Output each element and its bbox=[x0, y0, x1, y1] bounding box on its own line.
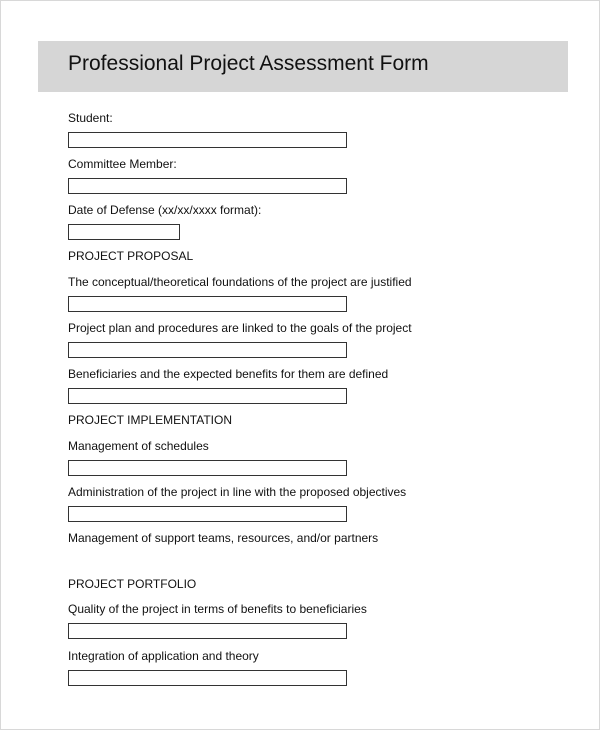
proposal-item-input[interactable] bbox=[68, 296, 347, 312]
date-label: Date of Defense (xx/xx/xxxx format): bbox=[68, 203, 262, 217]
implementation-item-label: Administration of the project in line with the proposed objectives bbox=[68, 485, 407, 499]
implementation-item-label: Management of support teams, resources, and/or partners bbox=[68, 531, 379, 545]
proposal-item-input[interactable] bbox=[68, 388, 347, 404]
date-input[interactable] bbox=[68, 224, 180, 240]
portfolio-item-input[interactable] bbox=[68, 623, 347, 639]
section-heading-portfolio: PROJECT PORTFOLIO bbox=[68, 577, 197, 591]
proposal-item-label: Project plan and procedures are linked to the goals of the project bbox=[68, 321, 412, 335]
student-input[interactable] bbox=[68, 132, 347, 148]
proposal-item-label: The conceptual/theoretical foundations of the project are justified bbox=[68, 275, 412, 289]
proposal-item-input[interactable] bbox=[68, 342, 347, 358]
portfolio-item-label: Integration of application and theory bbox=[68, 649, 259, 663]
implementation-item-label: Management of schedules bbox=[68, 439, 209, 453]
committee-input[interactable] bbox=[68, 178, 347, 194]
implementation-item-input[interactable] bbox=[68, 506, 347, 522]
form-title: Professional Project Assessment Form bbox=[68, 52, 429, 75]
student-label: Student: bbox=[68, 111, 113, 125]
section-heading-implementation: PROJECT IMPLEMENTATION bbox=[68, 413, 233, 427]
implementation-item-input[interactable] bbox=[68, 460, 347, 476]
proposal-item-label: Beneficiaries and the expected benefits for them are defined bbox=[68, 367, 389, 381]
portfolio-item-label: Quality of the project in terms of benefits to beneficiaries bbox=[68, 602, 367, 616]
committee-label: Committee Member: bbox=[68, 157, 177, 171]
portfolio-item-input[interactable] bbox=[68, 670, 347, 686]
section-heading-proposal: PROJECT PROPOSAL bbox=[68, 249, 194, 263]
